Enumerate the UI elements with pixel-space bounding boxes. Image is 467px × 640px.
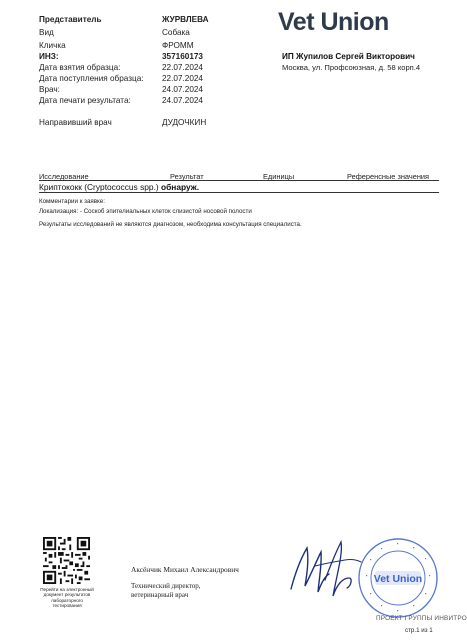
test-result: обнаруж. [161, 182, 200, 192]
nickname-value: ФРОММ [162, 41, 194, 50]
sample-date-label: Дата взятия образца: [39, 63, 121, 72]
test-name: Криптококк (Cryptococcus spp.) [39, 182, 159, 192]
inz-value: 357160173 [162, 52, 203, 61]
qr-caption: Перейти на электронный документ результатов лабораторного тестирования [40, 587, 94, 609]
vet-union-stamp [357, 537, 439, 619]
referring-doctor-value: ДУДОЧКИН [162, 118, 207, 127]
column-header-result: Результат [170, 172, 204, 181]
column-header-test: Исследование [39, 172, 89, 181]
company-name: ИП Жупилов Сергей Викторович [282, 52, 415, 61]
table-row [39, 182, 199, 192]
footer-project: ПРОЕКТ ГРУППЫ ИНВИТРО [376, 615, 467, 622]
species-value: Собака [162, 28, 190, 37]
qr-code[interactable] [43, 537, 90, 584]
signatory-position-line1: Технический директор, [131, 582, 201, 590]
print-date-value: 24.07.2024 [162, 96, 203, 105]
nickname-label: Кличка [39, 41, 66, 50]
handwritten-signature [285, 534, 365, 604]
species-label: Вид [39, 28, 54, 37]
page-number: стр.1 из 1 [405, 627, 433, 634]
inz-label: ИНЗ: [39, 52, 59, 61]
representative-value: ЖУРВЛЕВА [162, 15, 209, 24]
referring-doctor-label: Направивший врач [39, 118, 112, 127]
localization-comment: Локализация: - Соскоб эпителиальных клеток слизистой носовой полости [39, 208, 252, 215]
signatory-position-line2: ветеринарный врач [131, 591, 189, 599]
received-date-label: Дата поступления образца: [39, 74, 144, 83]
doctor-value: 24.07.2024 [162, 85, 203, 94]
received-date-value: 22.07.2024 [162, 74, 203, 83]
comments-title: Комментарии к заявке: [39, 198, 105, 205]
representative-label: Представитель [39, 15, 102, 24]
company-address: Москва, ул. Профсоюзная, д. 58 корп.4 [282, 63, 421, 72]
stamp-text: Vet Union [373, 573, 423, 585]
table-header-divider [39, 180, 439, 181]
disclaimer: Результаты исследований не являются диагнозом, необходима консультация специалиста. [39, 221, 302, 228]
sample-date-value: 22.07.2024 [162, 63, 203, 72]
signatory-name: Аксёнчик Михаил Александрович [131, 565, 239, 574]
table-row-divider [39, 192, 439, 193]
doctor-label: Врач: [39, 85, 60, 94]
print-date-label: Дата печати результата: [39, 96, 131, 105]
column-header-units: Единицы [263, 172, 295, 181]
column-header-reference: Референсные значения [347, 172, 430, 181]
vet-union-logo: Vet Union [278, 8, 389, 36]
